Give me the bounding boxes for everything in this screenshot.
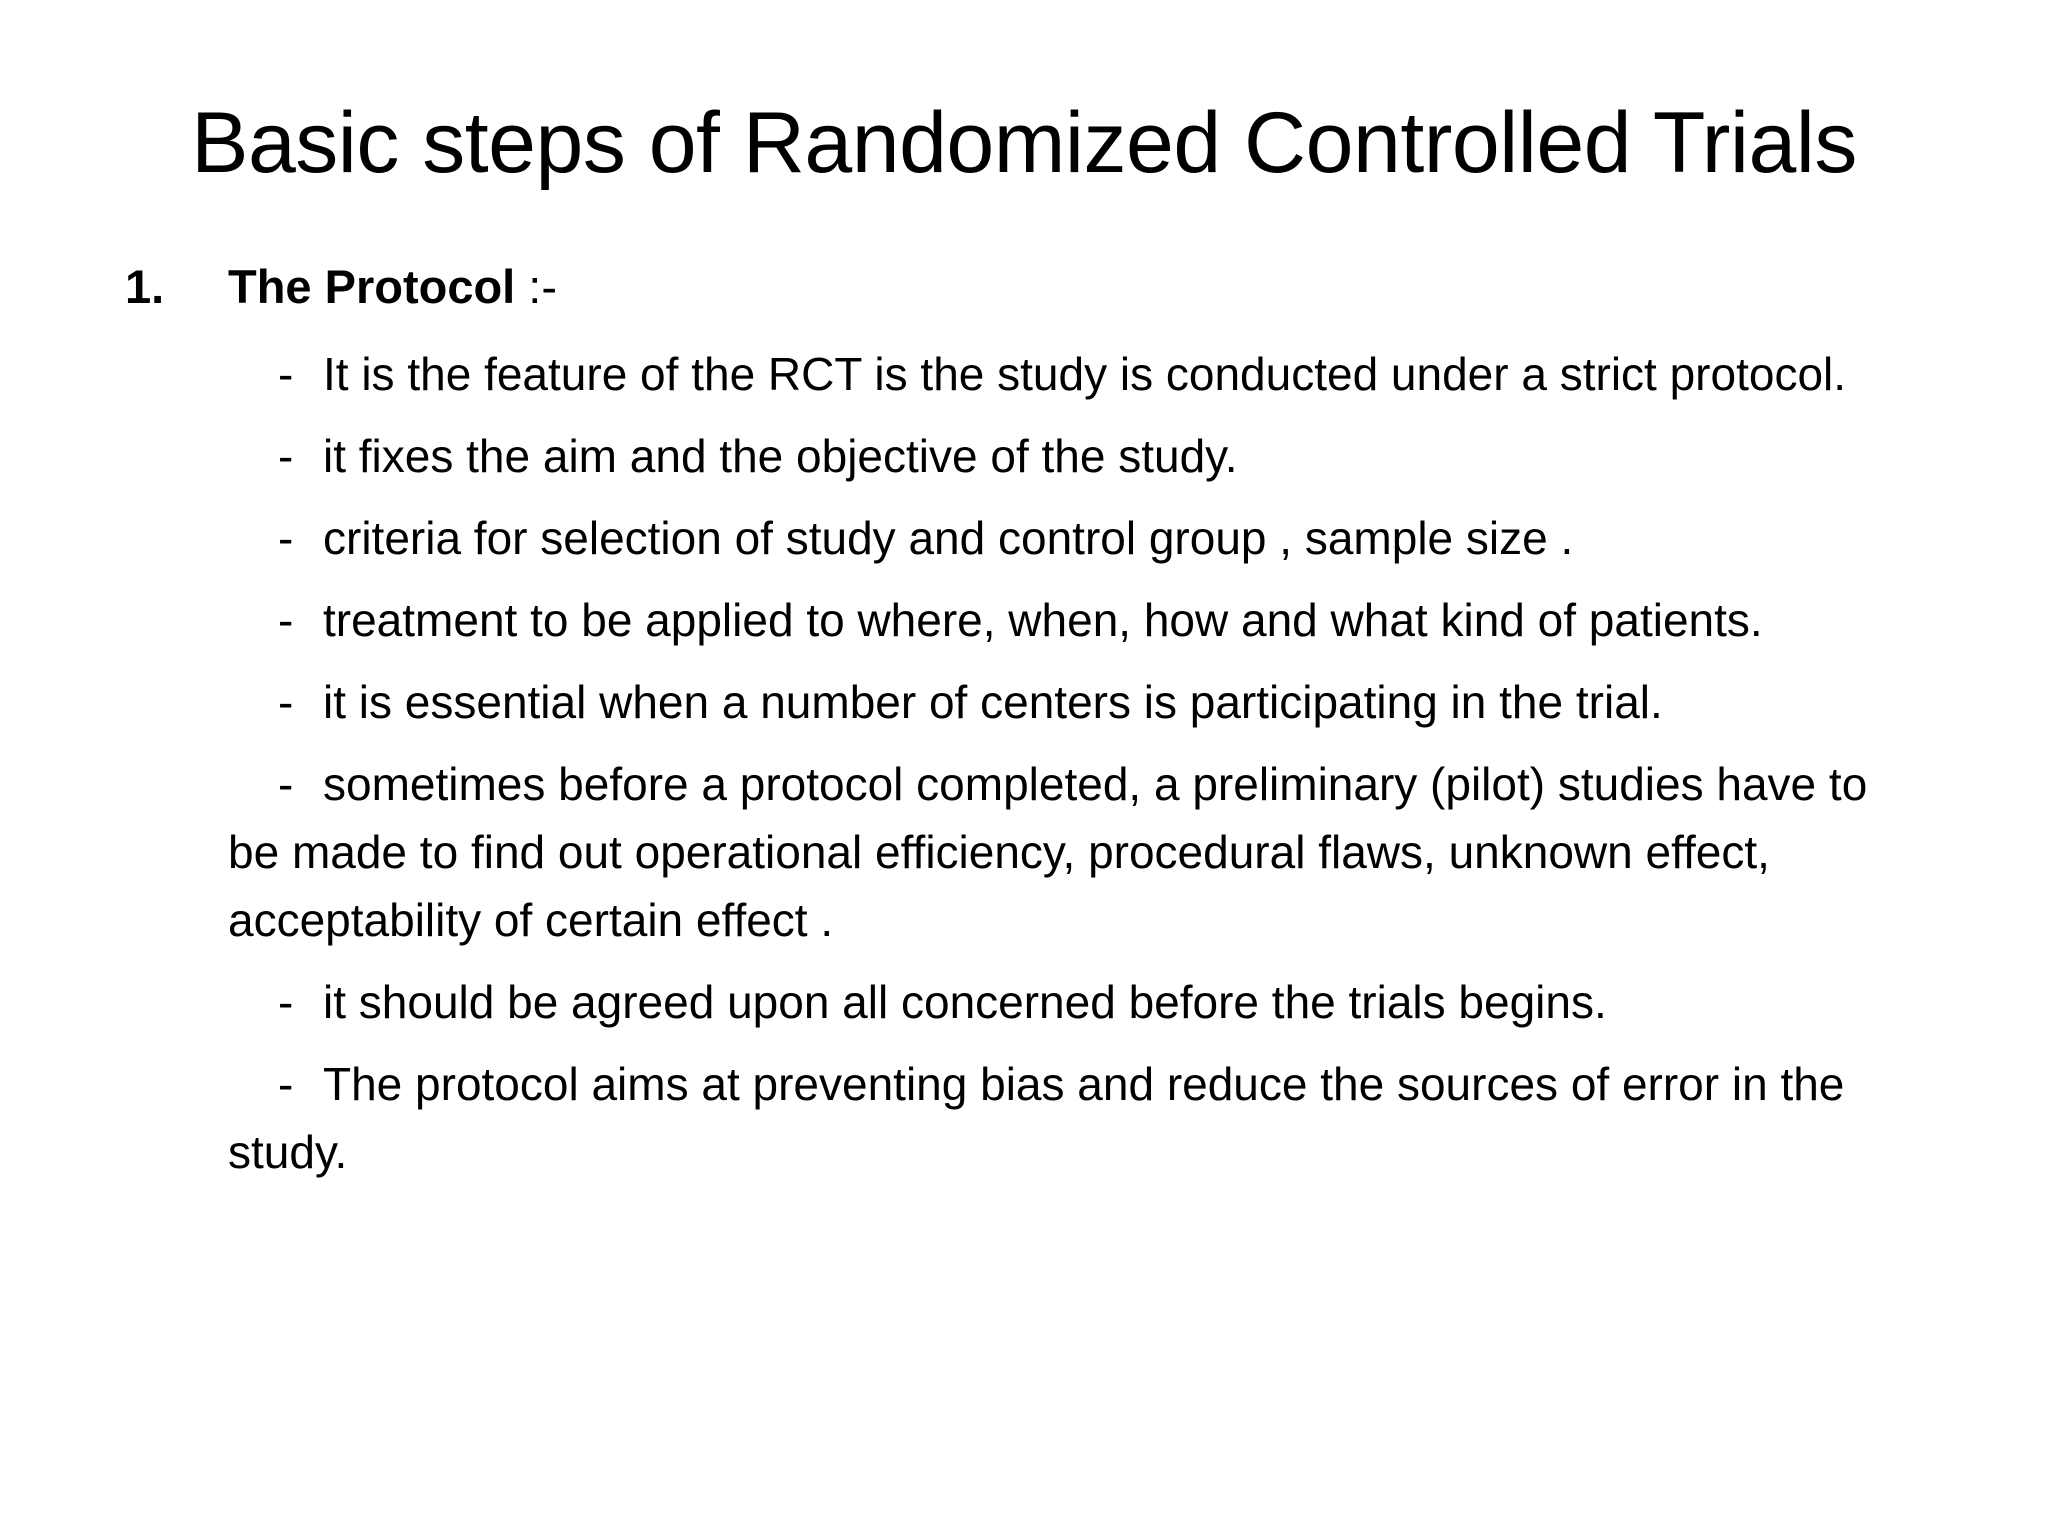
protocol-point-text: criteria for selection of study and control group , sample size . <box>323 512 1574 564</box>
dash-marker: - <box>278 512 294 564</box>
section-number: 1. <box>125 260 165 313</box>
dash-marker: - <box>278 594 294 646</box>
protocol-point <box>228 422 1928 490</box>
protocol-points-list <box>228 340 1928 1200</box>
dash-marker: - <box>278 758 294 810</box>
protocol-point-text: it is essential when a number of centers is participating in the trial. <box>323 676 1663 728</box>
protocol-point <box>228 340 1928 408</box>
protocol-point <box>228 504 1928 572</box>
protocol-point <box>228 1050 1928 1186</box>
protocol-point <box>228 586 1928 654</box>
section-heading-text: The Protocol <box>228 260 516 313</box>
protocol-point <box>228 668 1928 736</box>
protocol-point <box>228 968 1928 1036</box>
section-label <box>228 255 557 319</box>
protocol-point-text: The protocol aims at preventing bias and reduce the sources of error in the study. <box>228 1058 1845 1178</box>
protocol-point-text: sometimes before a protocol completed, a preliminary (pilot) studies have to be made to find out operational efficiency, procedural flaws, unknown effect, acceptability of certain effect . <box>228 758 1868 946</box>
section-heading-suffix: :- <box>515 260 558 313</box>
dash-marker: - <box>278 976 294 1028</box>
dash-marker: - <box>278 676 294 728</box>
protocol-point-text: treatment to be applied to where, when, how and what kind of patients. <box>323 594 1763 646</box>
dash-marker: - <box>278 348 294 400</box>
dash-marker: - <box>278 430 294 482</box>
dash-marker: - <box>278 1058 294 1110</box>
protocol-point-text: it fixes the aim and the objective of the study. <box>323 430 1238 482</box>
protocol-point-text: It is the feature of the RCT is the study is conducted under a strict protocol. <box>323 348 1847 400</box>
protocol-point-text: it should be agreed upon all concerned before the trials begins. <box>323 976 1607 1028</box>
slide-title: Basic steps of Randomized Controlled Trials <box>191 95 1857 191</box>
protocol-point <box>228 750 1928 954</box>
